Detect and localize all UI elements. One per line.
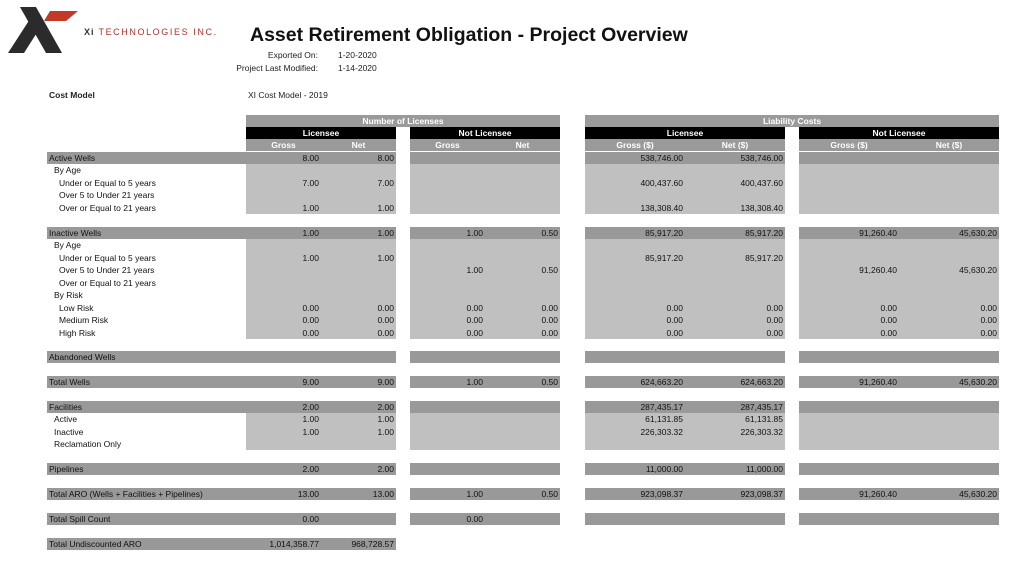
- table-cell: 2.00: [377, 402, 394, 412]
- table-cell: 1.00: [302, 203, 319, 213]
- table-cell: 0.00: [880, 315, 897, 325]
- table-cell: 1.00: [466, 489, 483, 499]
- row-label: Inactive Wells: [49, 228, 102, 238]
- table-cell: 0.50: [541, 265, 558, 275]
- table-cell: 287,435.17: [640, 402, 683, 412]
- brand-name: [84, 27, 218, 37]
- table-cell: 9.00: [377, 377, 394, 387]
- exported-value: 1-20-2020: [338, 50, 377, 60]
- table-cell: 1.00: [302, 427, 319, 437]
- table-cell: 0.00: [980, 328, 997, 338]
- table-cell: 13.00: [297, 489, 319, 499]
- row-label: Active: [54, 414, 78, 424]
- table-cell: 287,435.17: [740, 402, 783, 412]
- row-label: Over 5 to Under 21 years: [59, 265, 155, 275]
- table-cell: 91,260.40: [859, 265, 897, 275]
- table-cell: 1,014,358.77: [269, 539, 319, 549]
- table-cell: 0.00: [302, 315, 319, 325]
- table-cell: 85,917.20: [745, 253, 783, 263]
- subheader-not-licensee-1: Not Licensee: [410, 127, 560, 139]
- col-net-4: Net ($): [899, 139, 999, 151]
- table-cell: 0.00: [466, 303, 483, 313]
- table-cell: 85,917.20: [645, 228, 683, 238]
- table-cell: 1.00: [377, 203, 394, 213]
- table-cell: 226,303.32: [640, 427, 683, 437]
- table-cell: 0.00: [377, 303, 394, 313]
- table-cell: 2.00: [302, 464, 319, 474]
- row-label: Low Risk: [59, 303, 94, 313]
- col-gross-3: Gross ($): [585, 139, 685, 151]
- section-header-strip: [410, 351, 560, 363]
- table-cell: 0.00: [541, 303, 558, 313]
- table-cell: 0.00: [666, 303, 683, 313]
- row-label: By Age: [54, 240, 81, 250]
- table-cell: 11,000.00: [645, 464, 683, 474]
- table-cell: 2.00: [377, 464, 394, 474]
- table-cell: 923,098.37: [640, 489, 683, 499]
- modified-value: 1-14-2020: [338, 63, 377, 73]
- exported-label: Exported On:: [267, 50, 318, 60]
- table-cell: 0.00: [980, 315, 997, 325]
- row-label: By Risk: [54, 290, 83, 300]
- subheader-licensee-1: Licensee: [246, 127, 396, 139]
- section-header-strip: [246, 351, 396, 363]
- row-label: Over or Equal to 21 years: [59, 203, 156, 213]
- table-cell: 226,303.32: [740, 427, 783, 437]
- table-cell: 91,260.40: [859, 489, 897, 499]
- row-label: Over 5 to Under 21 years: [59, 190, 155, 200]
- row-label: Reclamation Only: [54, 439, 122, 449]
- row-label: Under or Equal to 5 years: [59, 253, 156, 263]
- table-cell: 1.00: [466, 228, 483, 238]
- table-cell: 0.00: [466, 315, 483, 325]
- table-cell: 45,630.20: [959, 489, 997, 499]
- row-label: Pipelines: [49, 464, 84, 474]
- row-label: Total Spill Count: [49, 514, 111, 524]
- table-cell: 1.00: [466, 265, 483, 275]
- table-cell: 0.00: [541, 315, 558, 325]
- section-header-strip: [799, 152, 999, 164]
- table-cell: 0.00: [880, 303, 897, 313]
- subheader-licensee-2: Licensee: [585, 127, 785, 139]
- col-gross-2: Gross: [410, 139, 485, 151]
- table-cell: 9.00: [302, 377, 319, 387]
- table-cell: 1.00: [377, 427, 394, 437]
- table-cell: 0.00: [302, 514, 319, 524]
- table-cell: 0.00: [766, 315, 783, 325]
- row-label: Over or Equal to 21 years: [59, 278, 156, 288]
- table-cell: 1.00: [466, 377, 483, 387]
- table-cell: 1.00: [377, 228, 394, 238]
- section-header-strip: [410, 463, 560, 475]
- col-net-3: Net ($): [685, 139, 785, 151]
- table-cell: 61,131.85: [745, 414, 783, 424]
- table-cell: 7.00: [377, 178, 394, 188]
- table-cell: 8.00: [302, 153, 319, 163]
- table-cell: 61,131.85: [645, 414, 683, 424]
- xi-logo-icon: [6, 5, 78, 55]
- brand-prefix: Xi: [84, 27, 95, 37]
- row-label: Medium Risk: [59, 315, 109, 325]
- row-label: Facilities: [49, 402, 83, 412]
- row-label: Total Undiscounted ARO: [49, 539, 142, 549]
- table-cell: 0.50: [541, 228, 558, 238]
- table-cell: 624,663.20: [640, 377, 683, 387]
- table-cell: 0.00: [466, 328, 483, 338]
- table-cell: 0.00: [980, 303, 997, 313]
- row-label: Inactive: [54, 427, 84, 437]
- row-label: Active Wells: [49, 153, 96, 163]
- table-cell: 0.00: [466, 514, 483, 524]
- table-cell: 0.00: [541, 328, 558, 338]
- modified-label: Project Last Modified:: [236, 63, 318, 73]
- page-title: Asset Retirement Obligation - Project Overview: [250, 24, 688, 46]
- table-cell: 1.00: [302, 228, 319, 238]
- table-cell: 8.00: [377, 153, 394, 163]
- section-header-strip: [585, 513, 785, 525]
- table-cell: 85,917.20: [645, 253, 683, 263]
- table-cell: 0.00: [666, 328, 683, 338]
- table-cell: 138,308.40: [640, 203, 683, 213]
- table-cell: 45,630.20: [959, 377, 997, 387]
- col-net-2: Net: [485, 139, 560, 151]
- table-cell: 624,663.20: [740, 377, 783, 387]
- section-header-strip: [799, 401, 999, 413]
- col-gross-4: Gross ($): [799, 139, 899, 151]
- table-cell: 538,746.00: [740, 153, 783, 163]
- table-cell: 11,000.00: [745, 464, 783, 474]
- row-label: Under or Equal to 5 years: [59, 178, 156, 188]
- table-cell: 923,098.37: [740, 489, 783, 499]
- cost-model-value: XI Cost Model - 2019: [248, 90, 328, 100]
- table-cell: 0.00: [880, 328, 897, 338]
- section-header-strip: [410, 401, 560, 413]
- table-cell: 538,746.00: [640, 153, 683, 163]
- table-cell: 45,630.20: [959, 265, 997, 275]
- table-cell: 0.00: [766, 328, 783, 338]
- section-header-strip: [799, 463, 999, 475]
- table-cell: 1.00: [302, 414, 319, 424]
- row-label: Total ARO (Wells + Facilities + Pipelines): [49, 489, 203, 499]
- table-cell: 138,308.40: [740, 203, 783, 213]
- table-cell: 0.00: [302, 328, 319, 338]
- table-cell: 0.00: [377, 315, 394, 325]
- table-cell: 91,260.40: [859, 377, 897, 387]
- table-cell: 1.00: [377, 253, 394, 263]
- section-header-strip: [585, 351, 785, 363]
- table-cell: 13.00: [372, 489, 394, 499]
- cost-model-label: Cost Model: [49, 90, 95, 100]
- table-cell: 91,260.40: [859, 228, 897, 238]
- table-cell: 0.00: [666, 315, 683, 325]
- table-cell: 400,437.60: [640, 178, 683, 188]
- table-cell: 0.00: [377, 328, 394, 338]
- row-label: High Risk: [59, 328, 96, 338]
- table-cell: 1.00: [302, 253, 319, 263]
- table-cell: 1.00: [377, 414, 394, 424]
- brand-suffix: TECHNOLOGIES INC.: [98, 27, 218, 37]
- table-cell: 400,437.60: [740, 178, 783, 188]
- table-cell: 2.00: [302, 402, 319, 412]
- table-cell: 7.00: [302, 178, 319, 188]
- table-cell: 0.50: [541, 489, 558, 499]
- section-header-strip: [799, 513, 999, 525]
- table-cell: 45,630.20: [959, 228, 997, 238]
- group-header-licenses: Number of Licenses: [246, 115, 560, 127]
- row-label: Total Wells: [49, 377, 90, 387]
- table-cell: 0.00: [766, 303, 783, 313]
- table-cell: 85,917.20: [745, 228, 783, 238]
- group-header-liability: Liability Costs: [585, 115, 999, 127]
- col-net-1: Net: [321, 139, 396, 151]
- row-label: By Age: [54, 165, 81, 175]
- section-header-strip: [799, 351, 999, 363]
- table-cell: 968,728.57: [351, 539, 394, 549]
- subheader-not-licensee-2: Not Licensee: [799, 127, 999, 139]
- section-header-strip: [410, 152, 560, 164]
- table-cell: 0.50: [541, 377, 558, 387]
- col-gross-1: Gross: [246, 139, 321, 151]
- row-label: Abandoned Wells: [49, 352, 116, 362]
- table-cell: 0.00: [302, 303, 319, 313]
